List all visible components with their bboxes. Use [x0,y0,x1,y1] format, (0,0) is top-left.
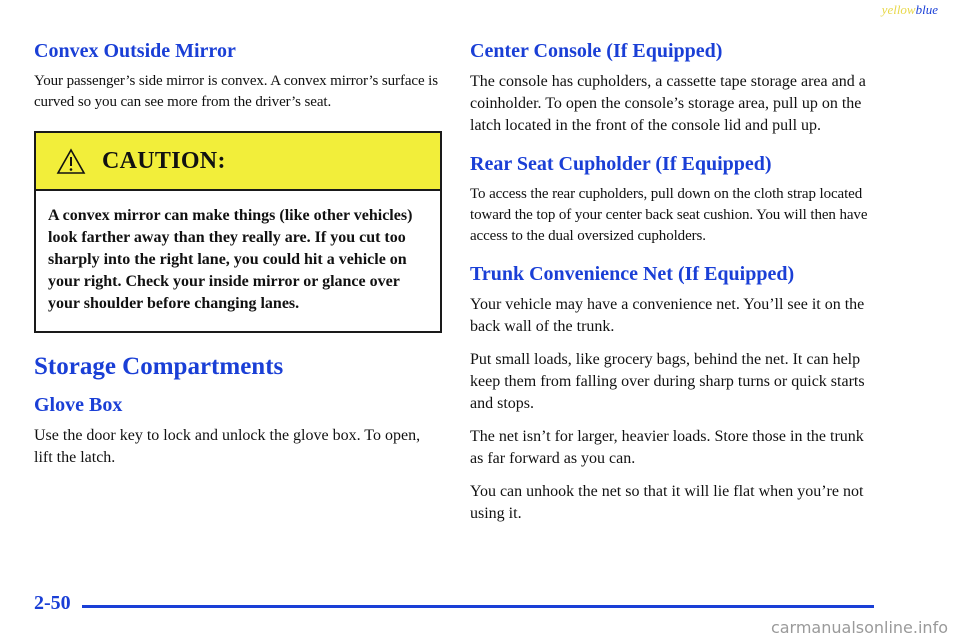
trunk-net-text-4: You can unhook the net so that it will lie flat when you’re not using it. [470,483,864,522]
console-heading: Center Console (If Equipped) [470,40,723,62]
watermark: carmanualsonline.info [770,618,948,637]
rear-cupholder-heading: Rear Seat Cupholder (If Equipped) [470,153,772,175]
color-tag [882,2,938,18]
left-column [34,40,442,480]
console-text: The console has cupholders, a cassette tape storage area and a coinholder. To open the console’s storage area, pull up on the latch located in the front of the console lid and pull up. [470,73,866,134]
caution-title: CAUTION: [102,147,226,174]
color-tag-yellow: yellow [881,2,916,17]
caution-box [34,131,442,333]
footer-rule [82,605,874,608]
caution-header [36,133,440,191]
trunk-net-heading: Trunk Convenience Net (If Equipped) [470,263,795,285]
right-column [470,40,880,536]
mirror-heading: Convex Outside Mirror [34,40,236,62]
color-tag-blue: blue [915,2,938,17]
glovebox-heading: Glove Box [34,393,123,416]
trunk-net-text-3: The net isn’t for larger, heavier loads. Store those in the trunk as far forward as you can. [470,428,864,467]
glovebox-text: Use the door key to lock and unlock the glove box. To open, lift the latch. [34,426,421,466]
mirror-text: Your passenger’s side mirror is convex. A convex mirror’s surface is curved so you can see more from the driver’s seat. [34,73,438,110]
caution-text: A convex mirror can make things (like other vehicles) look farther away than they really are. If you cut too sharply into the right lane, you could hit a vehicle on your right. Check your inside mirror or glance over your shoulder before changing lanes. [48,207,413,312]
storage-heading: Storage Compartments [34,353,284,380]
page-number: 2-50 [34,592,71,614]
rear-cupholder-text: To access the rear cupholders, pull down on the cloth strap located toward the top of your center back seat cushion. You will then have access to the dual oversized cupholders. [470,186,868,244]
trunk-net-text-1: Your vehicle may have a convenience net. You’ll see it on the back wall of the trunk. [470,296,865,335]
warning-triangle-icon [56,148,86,175]
trunk-net-text-2: Put small loads, like grocery bags, behind the net. It can help keep them from falling over during sharp turns or quick starts and stops. [470,351,865,412]
